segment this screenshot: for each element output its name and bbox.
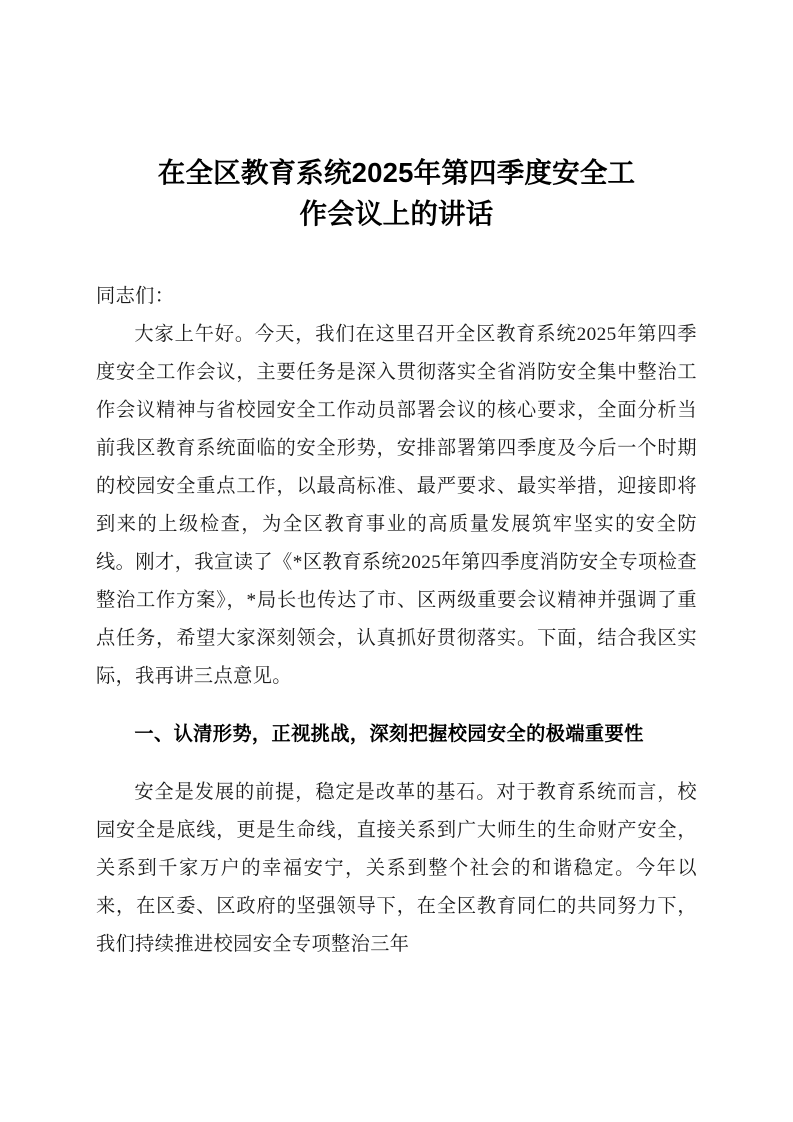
paragraph-section-one-body: 安全是发展的前提，稳定是改革的基石。对于教育系统而言，校园安全是底线，更是生命线，直接关系到广大师生的生命财产安全，关系到千家万户的幸福安宁，关系到整个社会的和谐稳定。今年以来，在区委、区政府的坚强领导下，在全区教育同仁的共同努力下，我们持续推进校园安全专项整治三年	[96, 782, 697, 955]
page-title	[96, 0, 697, 234]
page-title-line-1: 在全区教育系统2025年第四季度安全工	[157, 157, 636, 188]
paragraph-opening: 大家上午好。今天，我们在这里召开全区教育系统2025年第四季度安全工作会议，主要任务是深入贯彻落实全省消防安全集中整治工作会议精神与省校园安全工作动员部署会议的核心要求，全面分析当前我区教育系统面临的安全形势，安排部署第四季度及今后一个时期的校园安全重点工作，以最高标准、最严要求、最实举措，迎接即将到来的上级检查，为全区教育事业的高质量发展筑牢坚实的安全防线。刚才，我宣读了《*区教育系统2025年第四季度消防安全专项检查整治工作方案》，*局长也传达了市、区两级重要会议精神并强调了重点任务，希望大家深刻领会，认真抓好贯彻落实。下面，结合我区实际，我再讲三点意见。	[96, 324, 697, 687]
page-title-line-2: 作会议上的讲话	[299, 198, 494, 229]
document-body	[96, 0, 697, 964]
salutation: 同志们：	[96, 286, 175, 307]
section-heading-one: 一、认清形势，正视挑战，深刻把握校园安全的极端重要性	[134, 724, 644, 745]
